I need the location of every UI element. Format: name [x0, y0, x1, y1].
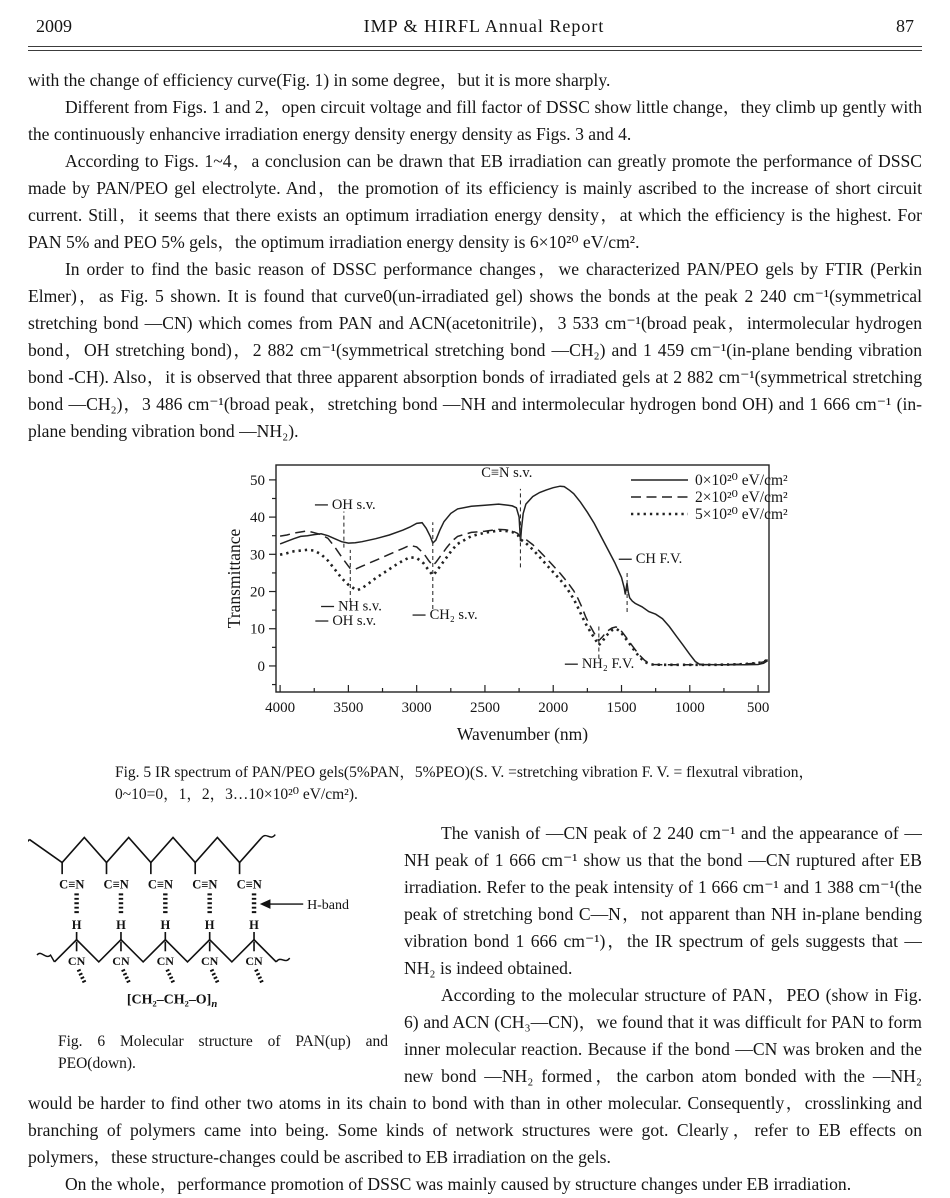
- paragraph: On the whole，performance promotion of DSSC was mainly caused by structure changes under EB irradiation.: [64, 1174, 852, 1194]
- figure-5-ir-spectrum: [224, 457, 922, 754]
- hatched-stub: [123, 970, 130, 984]
- x-tick-label: 3000: [401, 700, 432, 716]
- y-tick-label: 30: [250, 547, 265, 564]
- x-axis-title: Wavenumber (nm): [456, 724, 589, 744]
- annotation-label: C≡N s.v.: [481, 464, 533, 481]
- series-curve-dashed: [280, 529, 767, 664]
- annotation-label: CH F.V.: [635, 551, 683, 568]
- header-rule: [28, 46, 922, 51]
- figure-5-caption: Fig. 5 IR spectrum of PAN/PEO gels(5%PAN，5%PEO)(S. V. =stretching vibration F. V. = flexutral vibration，0~10=0，1，2，3…10×10²⁰ eV/cm²).: [115, 764, 814, 803]
- nitrile-group-label: C≡N: [192, 877, 218, 892]
- y-tick-label: 10: [250, 621, 265, 638]
- nitrile-group-label: C≡N: [59, 877, 85, 892]
- figure-6-molecular-structure: [28, 824, 390, 1075]
- hydrogen-label: H: [116, 918, 126, 933]
- legend-label: 0×10²⁰ eV/cm²: [695, 472, 788, 489]
- paragraph: According to the molecular structure of PAN，PEO (show in Fig. 6) and ACN (CH₃—CN)，we found that it was difficult for PAN to form inner molecular reaction. Because if the bond —CN was broken and the new bond —NH₂ formed，the carbon atom bonded with the —NH₂ would be harder to find other two atoms in its chain to bond with than in other molecular. Consequently，crosslinking and branching of polymers came into being. Some kinds of network structures were got. Clearly，refer to EB effects on polymers，these structure-changes could be ascribed to EB irradiation on the gels.: [28, 985, 922, 1167]
- hydrogen-label: H: [160, 918, 171, 933]
- chain-end-wave: [28, 839, 29, 844]
- chain-end-wave: [37, 953, 54, 962]
- x-tick-label: 2500: [469, 700, 500, 716]
- y-tick-label: 0: [257, 658, 265, 675]
- nitrile-group-label: C≡N: [147, 877, 174, 892]
- header-page-number: 87: [895, 16, 914, 36]
- hydrogen-label: H: [71, 918, 82, 933]
- paragraph: According to Figs. 1~4，a conclusion can be drawn that EB irradiation can greatly promote the performance of DSSC made by PAN/PEO gel electrolyte. And，the promotion of its efficiency is mainly ascribed to the increase of short circuit current. Still，it seems that there exists an optimum irradiation energy density，at which the efficiency is the highest. For PAN 5% and PEO 5% gels，the optimum irradiation energy density is 6×10²⁰ eV/cm².: [28, 151, 922, 252]
- x-tick-label: 1500: [606, 700, 637, 716]
- y-tick-label: 20: [250, 584, 265, 601]
- nitrile-group-label: C≡N: [103, 877, 129, 892]
- hydrogen-label: H: [204, 918, 215, 933]
- hband-arrow-head: [260, 899, 271, 909]
- legend-label: 5×10²⁰ eV/cm²: [695, 506, 788, 523]
- chain-end-wave: [276, 958, 290, 962]
- hatched-stub: [256, 970, 263, 984]
- cn-group-label: CN: [245, 953, 263, 968]
- x-tick-label: 500: [746, 700, 770, 716]
- paragraph: The vanish of —CN peak of 2 240 cm⁻¹ and the appearance of —NH peak of 1 666 cm⁻¹ show us that the bond —CN ruptured after EB irradiation. Refer to the peak intensity of 1 666 cm⁻¹ and 1 388 cm⁻¹(the peak of stretching bond C—N，not apparent than NH in-plane bending vibration bond 1 666 cm⁻¹)，the IR spectrum of gels suggests that —NH₂ is indeed obtained.: [404, 823, 922, 978]
- cn-group-label: CN: [112, 953, 130, 968]
- paragraph: In order to find the basic reason of DSSC performance changes，we characterized PAN/PEO gels by FTIR (Perkin Elmer)，as Fig. 5 shown. It is found that curve0(un-irradiated gel) shows the bonds at the peak 2 240 cm⁻¹(symmetrical stretching bond —CN) which comes from PAN and ACN(acetonitrile)，3 533 cm⁻¹(broad peak，intermolecular hydrogen bond，OH stretching bond)，2 882 cm⁻¹(symmetrical stretching bond —CH₂) and 1 459 cm⁻¹(in-plane bending vibration bond -CH). Also，it is observed that three apparent absorption bonds of irradiated gels at 2 882 cm⁻¹(symmetrical stretching bond —CH₂)，3 486 cm⁻¹(broad peak，stretching bond —NH and intermolecular hydrogen bond OH) and 1 666 cm⁻¹ (in-plane bending vibration bond —NH₂).: [28, 259, 922, 441]
- pan-chain: [29, 838, 261, 863]
- peo-formula: $[CH_2-CH_2-O]_n$: [126, 992, 218, 1011]
- paragraph: Different from Figs. 1 and 2，open circuit voltage and fill factor of DSSC show little change，they climb up gently with the continuously enhancive irradiation energy density energy density as Figs. 3 and 4.: [28, 97, 922, 144]
- annotation-label: NH₂ F.V.: [581, 656, 635, 673]
- header-year: 2009: [36, 16, 72, 36]
- hband-label: H-band: [307, 897, 349, 913]
- annotation-label: OH s.v.: [332, 613, 377, 630]
- page-header: [28, 12, 922, 37]
- two-column-section: [28, 820, 922, 1198]
- ir-spectrum-chart: [224, 457, 794, 749]
- figure-6-caption: Fig. 6 Molecular structure of PAN(up) and PEO(down).: [58, 1033, 388, 1072]
- annotation-label: OH s.v.: [331, 496, 376, 513]
- x-tick-label: 2000: [538, 700, 569, 716]
- legend-label: 2×10²⁰ eV/cm²: [695, 489, 788, 506]
- paragraph: with the change of efficiency curve(Fig. 1) in some degree，but it is more sharply.: [28, 70, 611, 90]
- chain-end-wave: [262, 835, 276, 838]
- y-tick-label: 40: [250, 510, 265, 527]
- nitrile-group-label: C≡N: [236, 877, 262, 892]
- header-title: IMP & HIRFL Annual Report: [363, 16, 605, 36]
- x-tick-label: 4000: [265, 700, 296, 716]
- annotation-label: CH₂ s.v.: [429, 607, 478, 624]
- x-tick-label: 3500: [333, 700, 364, 716]
- cn-group-label: CN: [200, 953, 219, 968]
- cn-group-label: CN: [67, 953, 86, 968]
- y-tick-label: 50: [250, 472, 265, 489]
- annotation-label: NH s.v.: [338, 598, 382, 615]
- x-tick-label: 1000: [674, 700, 705, 716]
- molecule-diagram: [28, 824, 390, 1013]
- hatched-stub: [79, 970, 86, 984]
- y-axis-title: Transmittance: [224, 528, 244, 629]
- hatched-stub: [167, 970, 174, 984]
- body-text-top: [28, 67, 922, 445]
- cn-group-label: CN: [156, 953, 175, 968]
- hatched-stub: [212, 970, 219, 984]
- hydrogen-label: H: [249, 918, 259, 933]
